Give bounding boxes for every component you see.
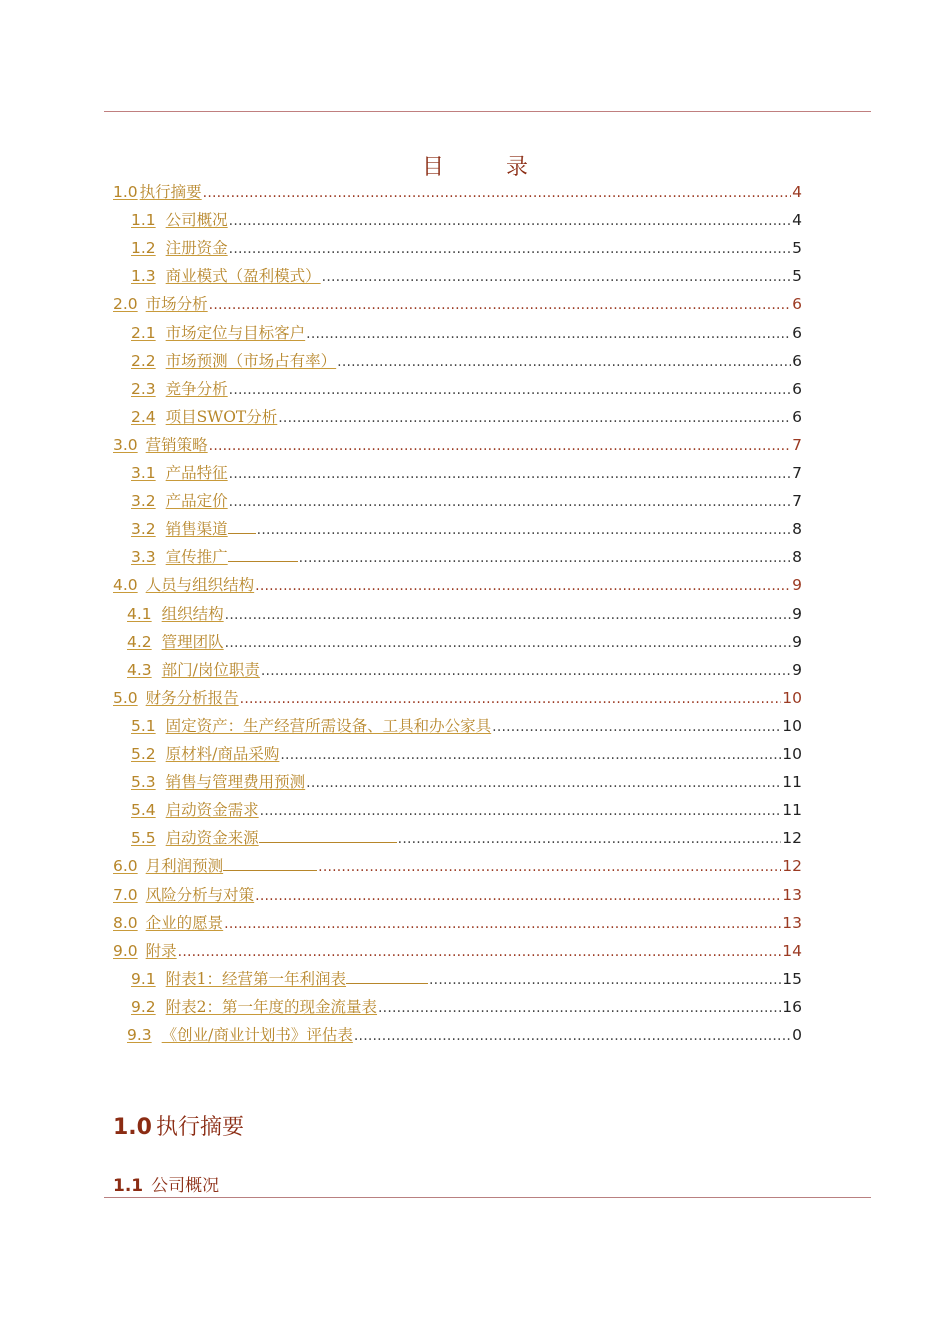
toc-entry[interactable] <box>131 487 802 515</box>
footer-rule <box>104 1197 871 1198</box>
toc-entry-number: 2.0 <box>113 295 138 314</box>
toc-entry-text: 产品特征 <box>165 464 228 482</box>
toc-dot-leader <box>203 179 791 207</box>
toc-entry-text: 固定资产：生产经营所需设备、工具和办公家具 <box>165 716 492 735</box>
toc-title <box>0 150 950 181</box>
toc-entry-text: 部门/岗位职责 <box>161 660 260 679</box>
toc-entry-link[interactable] <box>113 178 202 206</box>
toc-entry-number: 6.0 <box>113 857 138 876</box>
toc-entry-text: 启动资金需求 <box>165 801 259 820</box>
toc-entry-page-number: 4 <box>792 211 802 230</box>
toc-entry-text: 竞争分析 <box>165 379 228 398</box>
toc-entry-number: 3.1 <box>131 464 156 482</box>
toc-dot-leader <box>429 966 781 994</box>
toc-entry-page-number: 5 <box>792 267 802 286</box>
toc-entry-text: 执行摘要 <box>139 183 202 201</box>
toc-entry[interactable] <box>131 375 802 403</box>
toc-dot-leader <box>337 348 791 376</box>
section-heading-2 <box>113 1171 219 1196</box>
toc-dot-leader <box>178 938 782 966</box>
toc-entry-number: 7.0 <box>113 885 138 904</box>
toc-entry[interactable] <box>131 459 802 487</box>
toc-entry-text: 风险分析与对策 <box>145 885 255 904</box>
toc-dot-leader <box>492 713 781 741</box>
toc-dot-leader <box>224 910 781 938</box>
toc-entry[interactable] <box>131 515 802 543</box>
toc-entry-page-number: 13 <box>782 913 802 932</box>
toc-dot-leader <box>354 1022 791 1050</box>
toc-dot-leader <box>229 460 791 488</box>
toc-entry-text: 营销策略 <box>145 435 208 454</box>
toc-entry-number: 4.2 <box>127 632 152 651</box>
toc-entry[interactable] <box>131 993 802 1021</box>
toc-entry-text: 市场分析 <box>145 295 208 314</box>
toc-entry-page-number: 9 <box>792 660 802 679</box>
toc-entry[interactable] <box>113 684 802 712</box>
toc-entry-text: 附录 <box>145 941 177 960</box>
toc-entry-page-number: 8 <box>792 548 802 567</box>
toc-entry-number: 5.0 <box>113 688 138 707</box>
toc-dot-leader <box>225 601 791 629</box>
toc-entry[interactable] <box>131 965 802 993</box>
toc-entry[interactable] <box>127 1021 802 1049</box>
toc-entry-link[interactable] <box>131 459 228 487</box>
toc-entry-link[interactable] <box>131 965 428 993</box>
toc-entry-link[interactable] <box>131 375 228 403</box>
toc-entry-page-number: 16 <box>782 997 802 1016</box>
toc-entry-underline-pad <box>259 826 397 843</box>
toc-entry-number: 5.1 <box>131 716 156 735</box>
toc-title-char-2: 录 <box>506 155 529 180</box>
toc-entry[interactable] <box>113 937 802 965</box>
toc-entry-page-number: 15 <box>782 969 802 988</box>
toc-entry-number: 5.4 <box>131 801 156 820</box>
toc-entry-page-number: 7 <box>792 435 802 454</box>
toc-dot-leader <box>255 882 781 910</box>
toc-dot-leader <box>322 263 791 291</box>
toc-entry-number: 3.2 <box>131 520 156 539</box>
toc-dot-leader <box>260 797 782 825</box>
toc-entry-number: 1.2 <box>131 239 156 258</box>
toc-entry[interactable] <box>113 178 802 206</box>
toc-entry-text: 管理团队 <box>161 632 224 651</box>
toc-entry-page-number: 6 <box>792 379 802 398</box>
toc-entry-page-number: 10 <box>782 745 802 763</box>
toc-entry-link[interactable] <box>131 515 256 543</box>
toc-entry-text: 公司概况 <box>165 211 228 230</box>
toc-entry-text: 商业模式（盈利模式） <box>165 267 321 286</box>
toc-entry-number: 8.0 <box>113 913 138 932</box>
toc-entry[interactable] <box>127 600 802 628</box>
toc-dot-leader <box>225 629 791 657</box>
toc-dot-leader <box>299 544 791 572</box>
toc-entry-number: 1.1 <box>131 211 156 230</box>
toc-entry-link[interactable] <box>131 234 228 262</box>
toc-entry[interactable] <box>131 768 802 796</box>
toc-entry-page-number: 10 <box>782 716 802 735</box>
toc-dot-leader <box>209 432 791 460</box>
toc-entry-number: 4.1 <box>127 604 152 623</box>
toc-entry-number: 4.0 <box>113 576 138 595</box>
toc-entry-text: 附表2：第一年度的现金流量表 <box>165 997 378 1016</box>
toc-entry-page-number: 7 <box>792 492 802 511</box>
toc-entry-link[interactable] <box>131 319 305 347</box>
toc-entry-link[interactable] <box>113 881 254 909</box>
toc-entry-link[interactable] <box>113 431 208 459</box>
toc-entry-link[interactable] <box>127 656 260 684</box>
toc-entry-page-number: 11 <box>782 773 802 792</box>
toc-entry[interactable] <box>131 712 802 740</box>
toc-entry-number: 1.0 <box>113 183 138 201</box>
toc-dot-leader <box>255 572 791 600</box>
toc-entry-number: 9.2 <box>131 997 156 1016</box>
toc-entry-number: 3.3 <box>131 548 156 567</box>
toc-entry-link[interactable] <box>113 571 254 599</box>
toc-entry-link[interactable] <box>131 347 336 375</box>
toc-dot-leader <box>318 853 781 881</box>
toc-entry-link[interactable] <box>127 628 224 656</box>
toc-entry-underline-pad <box>228 517 256 534</box>
toc-entry-page-number: 6 <box>792 351 802 370</box>
toc-entry-text: 项目SWOT分析 <box>165 407 278 426</box>
toc-entry-text: 《创业/商业计划书》评估表 <box>161 1026 353 1044</box>
toc-dot-leader <box>240 685 782 713</box>
toc-entry[interactable] <box>113 852 802 880</box>
toc-entry-page-number: 9 <box>792 604 802 623</box>
toc-dot-leader <box>229 235 791 263</box>
toc-entry-link[interactable] <box>131 712 491 740</box>
toc-entry-link[interactable] <box>131 262 321 290</box>
toc-entry[interactable] <box>131 796 802 824</box>
toc-dot-leader <box>278 404 791 432</box>
toc-entry[interactable] <box>131 206 802 234</box>
toc-entry-page-number: 9 <box>792 576 802 595</box>
toc-entry-text: 销售渠道 <box>165 520 228 539</box>
toc-entry-text: 启动资金来源 <box>165 829 259 848</box>
toc-title-char-1: 目 <box>421 155 444 180</box>
toc-entry-link[interactable] <box>113 290 208 318</box>
toc-entry-text: 组织结构 <box>161 604 224 623</box>
header-rule <box>104 111 871 112</box>
toc-entry[interactable] <box>113 881 802 909</box>
toc-entry-link[interactable] <box>131 796 259 824</box>
toc-entry-page-number: 12 <box>782 857 802 876</box>
toc-entry-number: 2.1 <box>131 323 156 342</box>
toc-entry[interactable] <box>131 234 802 262</box>
section-heading-1 <box>113 1110 244 1141</box>
toc-dot-leader <box>306 320 791 348</box>
toc-entry-link[interactable] <box>113 909 223 937</box>
toc-entry-number: 4.3 <box>127 660 152 679</box>
toc-dot-leader <box>378 994 781 1022</box>
toc-entry-number: 9.3 <box>127 1026 152 1044</box>
toc-entry-link[interactable] <box>131 487 228 515</box>
toc-dot-leader <box>306 769 781 797</box>
toc-entry[interactable] <box>113 290 802 318</box>
toc-entry-link[interactable] <box>131 543 298 571</box>
toc-entry-page-number: 13 <box>782 885 802 904</box>
toc-entry[interactable] <box>113 909 802 937</box>
toc-entry-link[interactable] <box>131 206 228 234</box>
toc-entry-link[interactable] <box>131 824 397 852</box>
toc-entry-number: 2.4 <box>131 407 156 426</box>
toc-entry[interactable] <box>113 431 802 459</box>
toc-entry[interactable] <box>131 543 802 571</box>
toc-entry-page-number: 14 <box>782 941 802 960</box>
toc-entry-page-number: 6 <box>792 323 802 342</box>
toc-entry-link[interactable] <box>127 600 224 628</box>
toc-entry-link[interactable] <box>131 740 279 768</box>
toc-entry-text: 市场预测（市场占有率） <box>165 351 337 370</box>
toc-entry-page-number: 9 <box>792 632 802 651</box>
toc-entry[interactable] <box>131 347 802 375</box>
toc-entry-page-number: 6 <box>792 407 802 426</box>
toc-entry-link[interactable] <box>127 1021 353 1049</box>
toc-entry-number: 5.2 <box>131 745 156 763</box>
toc-entry-page-number: 8 <box>792 520 802 539</box>
toc-entry-underline-pad <box>223 854 317 871</box>
toc-entry-text: 人员与组织结构 <box>145 576 255 595</box>
toc-dot-leader <box>229 488 791 516</box>
toc-entry-page-number: 7 <box>792 464 802 482</box>
toc-entry-underline-pad <box>228 545 298 562</box>
toc-entry[interactable] <box>127 656 802 684</box>
toc-dot-leader <box>257 516 791 544</box>
toc-entry[interactable] <box>131 262 802 290</box>
toc-entry-link[interactable] <box>131 768 305 796</box>
toc-entry-text: 产品定价 <box>165 492 228 511</box>
toc-entry-page-number: 0 <box>792 1026 802 1044</box>
toc-entry-text: 宣传推广 <box>165 548 228 567</box>
toc-dot-leader <box>398 825 782 853</box>
toc-entry-number: 9.1 <box>131 969 156 988</box>
toc-entry-number: 3.2 <box>131 492 156 511</box>
toc-dot-leader <box>261 657 791 685</box>
toc-entry-text: 附表1：经营第一年利润表 <box>165 969 347 988</box>
toc-entry-number: 2.2 <box>131 351 156 370</box>
toc-entry[interactable] <box>131 403 802 431</box>
toc-entry-text: 原材料/商品采购 <box>165 745 280 763</box>
toc-entry-number: 3.0 <box>113 435 138 454</box>
toc-entry-link[interactable] <box>131 993 377 1021</box>
toc-entry-text: 销售与管理费用预测 <box>165 773 306 792</box>
section-heading-2-number: 1.1 <box>113 1176 144 1196</box>
toc-entry-text: 注册资金 <box>165 239 228 258</box>
toc-entry-page-number: 4 <box>792 183 802 201</box>
section-heading-1-number: 1.0 <box>113 1115 152 1140</box>
toc-entry[interactable] <box>113 571 802 599</box>
section-heading-1-text: 执行摘要 <box>155 1115 244 1140</box>
toc-entry-number: 2.3 <box>131 379 156 398</box>
toc-entry-link[interactable] <box>113 852 317 880</box>
toc-entry-text: 月利润预测 <box>145 857 224 876</box>
toc-dot-leader <box>280 741 781 769</box>
toc-entry-number: 1.3 <box>131 267 156 286</box>
toc-dot-leader <box>209 291 791 319</box>
toc-entry[interactable] <box>131 319 802 347</box>
toc-dot-leader <box>229 376 791 404</box>
toc-entry-text: 企业的愿景 <box>145 913 224 932</box>
toc-dot-leader <box>229 207 791 235</box>
toc-entry-text: 财务分析报告 <box>145 688 239 707</box>
toc-entry-underline-pad <box>346 967 428 984</box>
toc-entry-number: 5.3 <box>131 773 156 792</box>
toc-entry-page-number: 5 <box>792 239 802 258</box>
toc-entry-link[interactable] <box>113 684 239 712</box>
toc-entry-page-number: 11 <box>782 801 802 820</box>
section-heading-2-text: 公司概况 <box>151 1176 220 1196</box>
toc-entry[interactable] <box>131 740 802 768</box>
toc-entry-number: 5.5 <box>131 829 156 848</box>
toc-entry[interactable] <box>127 628 802 656</box>
toc-entry-page-number: 12 <box>782 829 802 848</box>
toc-entry-page-number: 6 <box>792 295 802 314</box>
toc-entry-link[interactable] <box>131 403 277 431</box>
toc-entry-page-number: 10 <box>782 688 802 707</box>
toc-entry-number: 9.0 <box>113 941 138 960</box>
toc-entry[interactable] <box>131 824 802 852</box>
toc-entry-text: 市场定位与目标客户 <box>165 323 306 342</box>
toc-entry-link[interactable] <box>113 937 177 965</box>
